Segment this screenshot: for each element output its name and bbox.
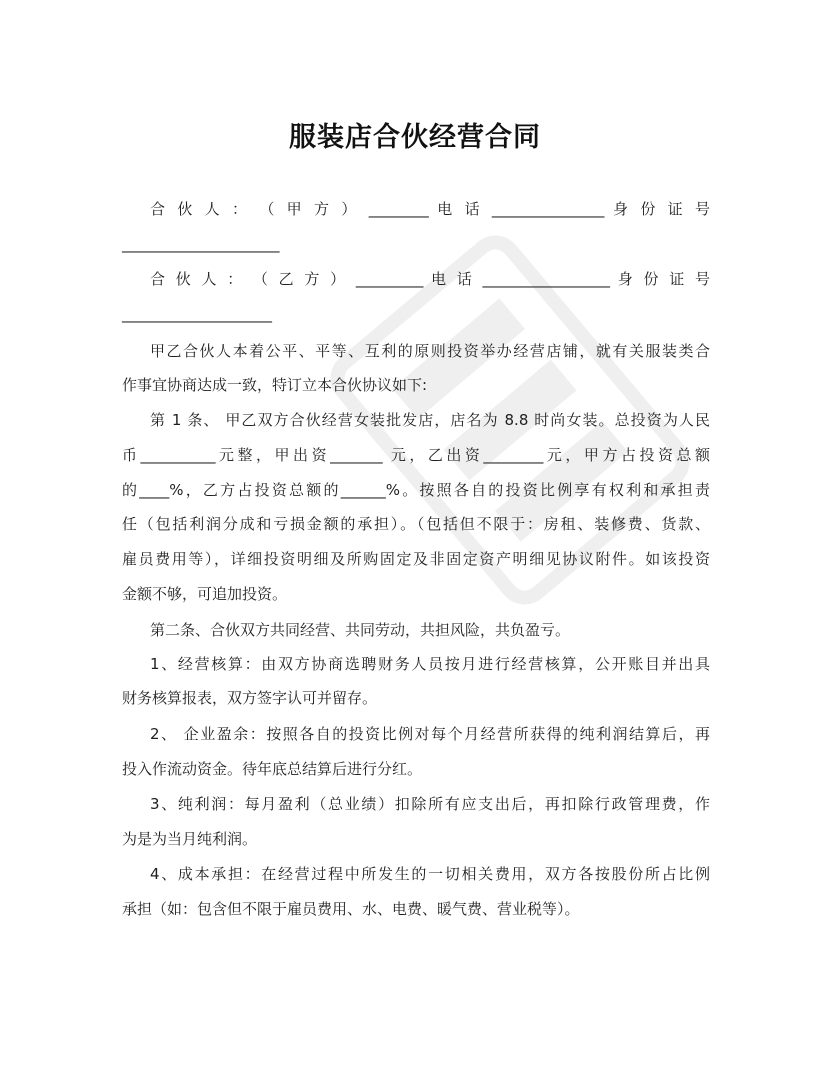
clause-3-line-1: 3、纯利润：每月盈利（总业绩）扣除所有应支出后，再扣除行政管理费，作 (150, 795, 710, 813)
article-1-line-6: 金额不够，可追加投资。 (122, 585, 288, 603)
intro-paragraph-line-2: 作事宜协商达成一致，特订立本合伙协议如下: (122, 376, 428, 394)
clause-2-line-2: 投入作流动资金。待年底总结算后进行分红。 (122, 760, 423, 778)
article-1-line-2: 币__________元整，甲出资_______ 元，乙出资________元，甲方占投资总额 (122, 446, 710, 464)
clause-3-line-2: 为是为当月纯利润。 (122, 830, 258, 848)
article-1-line-5: 雇员费用等），详细投资明细及所购固定及非固定资产明细见协议附件。如该投资 (122, 550, 710, 568)
intro-paragraph-line-1: 甲乙合伙人本着公平、平等、互利的原则投资举办经营店铺，就有关服装类合 (150, 342, 710, 360)
clause-4-line-1: 4、成本承担：在经营过程中所发生的一切相关费用，双方各按股份所占比例 (150, 865, 710, 883)
clause-1-line-2: 财务核算报表，双方签字认可并留存。 (122, 689, 378, 707)
page-title: 服装店合伙经营合同 (289, 122, 541, 153)
party-b-id-blank: ____________________ (122, 305, 272, 323)
article-1-line-3: 的____%，乙方占投资总额的______%。按照各自的投资比例享有权利和承担责 (122, 481, 710, 499)
party-b-line: 合 伙 人 ： （ 乙 方 ） _________ 电 话 _________________ 身 份 证 号 (150, 270, 710, 288)
party-a-line: 合 伙 人 ： （ 甲 方 ） ________ 电 话 _______________ 身 份 证 号 (150, 200, 710, 218)
article-1-line-4: 任（包括利润分成和亏损金额的承担）。（包括但不限于：房租、装修费、货款、 (122, 515, 710, 533)
clause-2-line-1: 2、 企业盈余：按照各自的投资比例对每个月经营所获得的纯利润结算后，再 (150, 725, 710, 743)
article-1-line-1: 第 1 条、 甲乙双方合伙经营女装批发店，店名为 8.8 时尚女装。总投资为人民 (150, 411, 710, 429)
clause-4-line-2: 承担（如：包含但不限于雇员费用、水、电费、暖气费、营业税等）。 (122, 900, 580, 918)
party-a-id-blank: _____________________ (122, 235, 280, 253)
article-2-heading: 第二条、合伙双方共同经营、共同劳动，共担风险，共负盈亏。 (150, 621, 571, 639)
clause-1-line-1: 1、经营核算：由双方协商选聘财务人员按月进行经营核算，公开账目并出具 (150, 655, 710, 673)
